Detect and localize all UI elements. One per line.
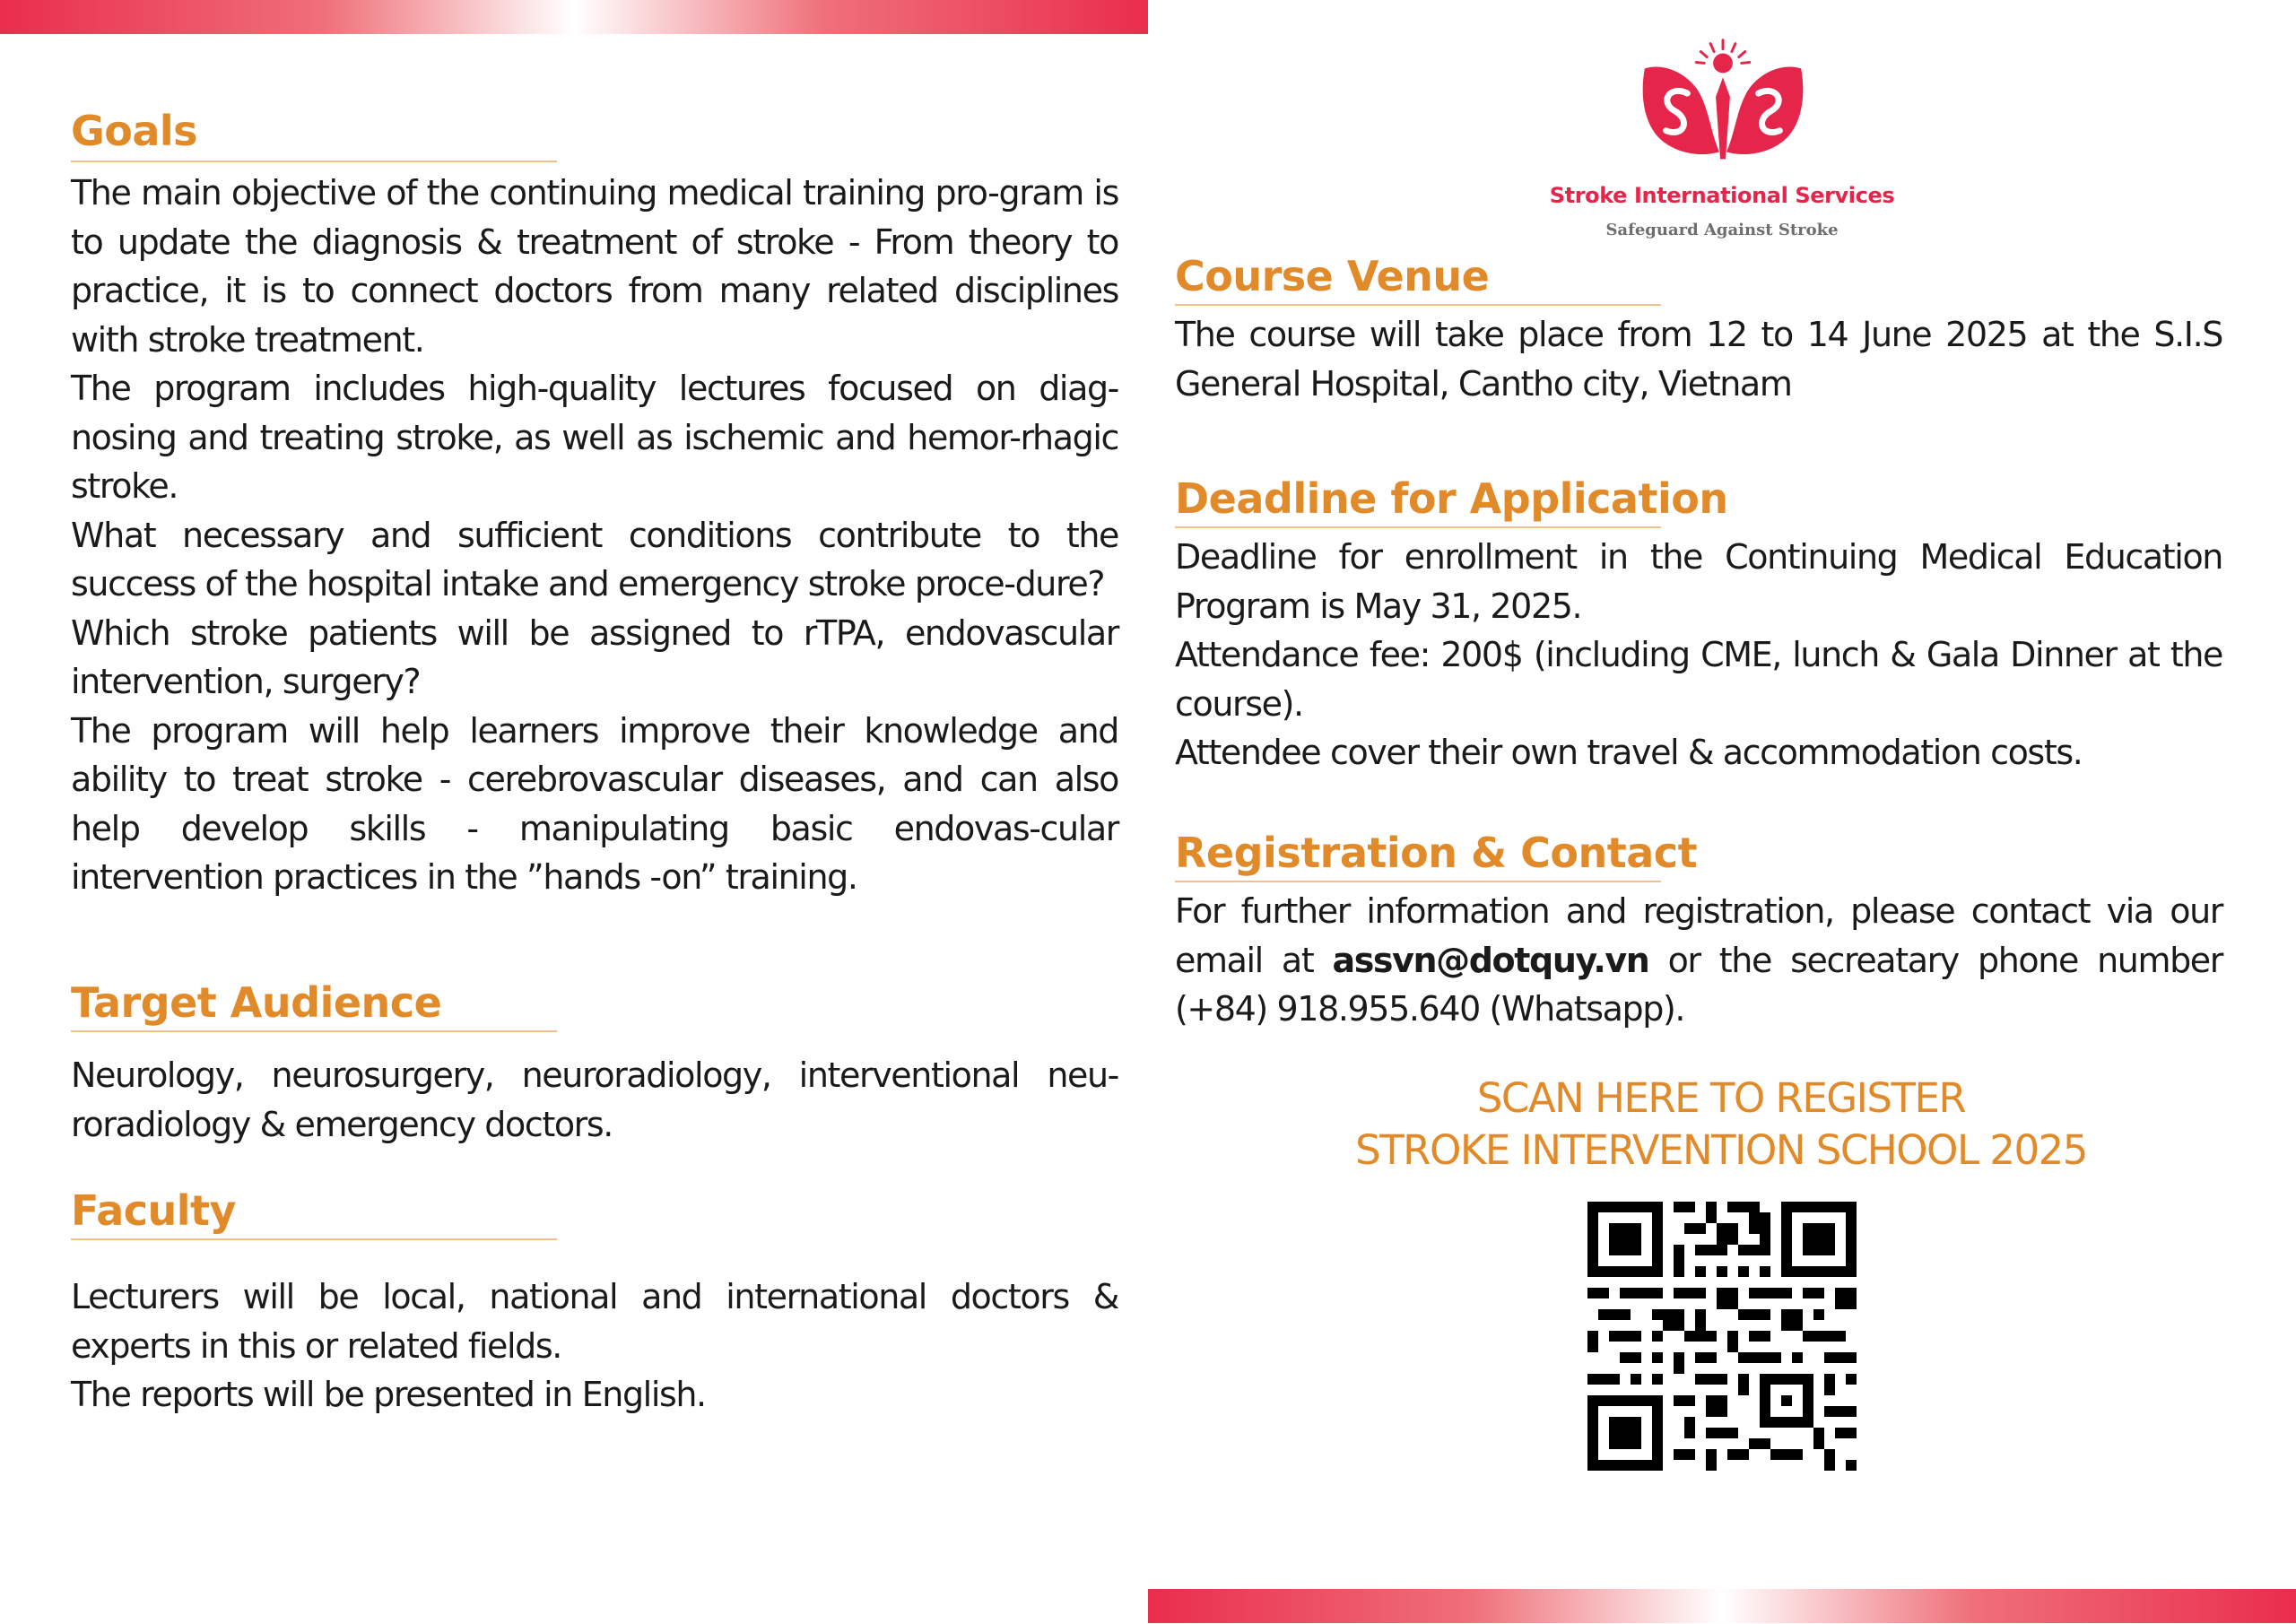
faculty-paragraph: The reports will be presented in English. [71, 1375, 706, 1414]
course-venue-heading: Course Venue [1175, 252, 1490, 300]
registration-qr-code-icon[interactable] [1587, 1202, 1857, 1471]
goals-paragraph: The program includes high-quality lectures focused on diag-nosing and treating stroke, as well as ischemic and hemor-rhagic stroke. [71, 369, 1118, 506]
deadline-paragraph: Deadline for enrollment in the Continuing Medical Education Program is May 31, 2025. [1175, 537, 2222, 626]
target-audience-paragraph: Neurology, neurosurgery, neuroradiology, interventional neu-roradiology & emergency doctors. [71, 1055, 1118, 1144]
scan-line-1: SCAN HERE TO REGISTER [1476, 1074, 1966, 1122]
goals-paragraph: Which stroke patients will be assigned to rTPA, endovascular intervention, surgery? [71, 612, 1118, 701]
brand-tagline: Safeguard Against Stroke [1605, 221, 1839, 239]
faculty-text [71, 1272, 1118, 1420]
course-venue-paragraph: The course will take place from 12 to 14 June 2025 at the S.I.S General Hospital, Cantho city, Vietnam [1175, 315, 2222, 404]
target-audience-underline [71, 1030, 557, 1032]
course-venue-underline [1175, 304, 1661, 306]
target-audience-text [71, 1051, 1118, 1149]
stroke-international-logo-icon [1634, 34, 1812, 169]
registration-text-after: or the secreatary phone number (+84) 918.955.640 (Whatsapp). [1175, 940, 2222, 1029]
goals-paragraph: What necessary and sufficient conditions contribute to the success of the hospital intake and emergency stroke proce-dure? [71, 515, 1118, 604]
scan-line-2: STROKE INTERVENTION SCHOOL 2025 [1355, 1126, 2087, 1174]
registration-paragraph [1175, 887, 2222, 1034]
goals-paragraph: The program will help learners improve their knowledge and ability to treat stroke - cerebrovascular diseases, and can also help develop skills - manipulating basic endovas-cular intervention practices in the ”hands -on” training. [71, 710, 1118, 897]
registration-text [1175, 887, 2222, 1034]
faculty-underline [71, 1238, 557, 1240]
goals-paragraph: The main objective of the continuing medical training pro-gram is to update the diagnosis & treatment of stroke - From theory to practice, it is to connect doctors from many related disciplines with stroke treatment. [71, 173, 1118, 360]
goals-underline [71, 161, 557, 162]
goals-heading: Goals [71, 107, 198, 155]
deadline-paragraph: Attendee cover their own travel & accommodation costs. [1175, 733, 2083, 772]
bottom-gradient-band [1148, 1589, 2296, 1623]
deadline-underline [1175, 526, 1661, 528]
brand-name: Stroke International Services [1549, 183, 1895, 208]
registration-underline [1175, 881, 1661, 882]
top-gradient-band [0, 0, 1148, 34]
deadline-paragraph: Attendance fee: 200$ (including CME, lunch & Gala Dinner at the course). [1175, 635, 2222, 724]
deadline-text [1175, 533, 2222, 777]
registration-text-before: For further information and registration, please contact via our email at [1175, 891, 2222, 980]
deadline-heading: Deadline for Application [1175, 474, 1728, 523]
registration-heading: Registration & Contact [1175, 829, 1698, 877]
goals-text [71, 169, 1118, 902]
contact-email-link[interactable]: assvn@dotquy.vn [1332, 940, 1649, 980]
course-venue-text [1175, 310, 2222, 408]
faculty-heading: Faculty [71, 1186, 237, 1235]
target-audience-heading: Target Audience [71, 978, 442, 1027]
faculty-paragraph: Lecturers will be local, national and international doctors & experts in this or related fields. [71, 1277, 1118, 1366]
